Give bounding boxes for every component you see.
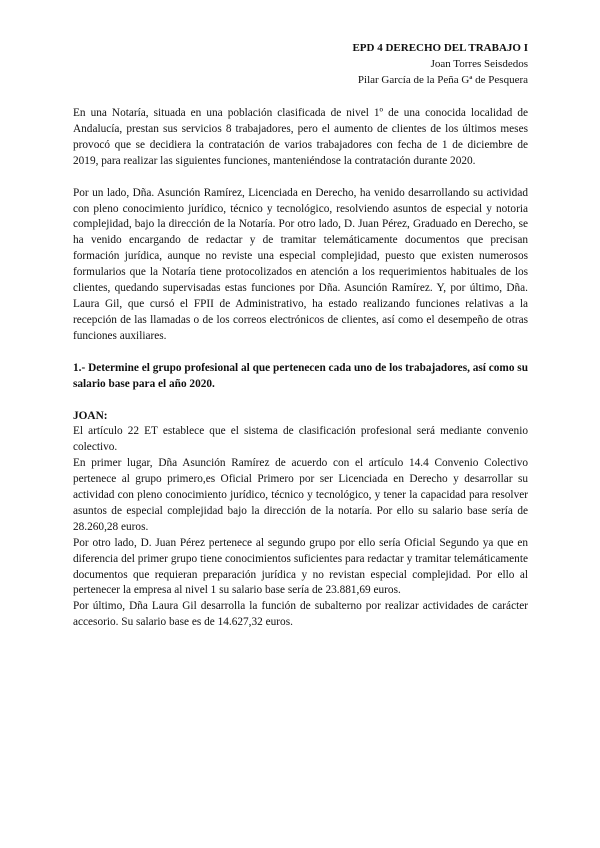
document-page bbox=[73, 40, 528, 631]
answer-author-label: JOAN: bbox=[73, 409, 108, 422]
answer-paragraph: El artículo 22 ET establece que el sistema de clasificación profesional será mediante convenio colectivo. bbox=[73, 425, 528, 454]
question-heading: 1.- Determine el grupo profesional al que pertenecen cada uno de los trabajadores, así como su salario base para el año 2020. bbox=[73, 361, 528, 390]
document-title: EPD 4 DERECHO DEL TRABAJO I bbox=[352, 42, 528, 54]
intro-paragraph: En una Notaría, situada en una población clasificada de nivel 1º de una conocida localidad de Andalucía, prestan sus servicios 8 trabajadores, pero el aumento de clientes de los últimos meses provocó que se decidiera la contratación de varios trabajadores con fecha de 1 de diciembre de 2019, para realizar las siguientes funciones, manteniéndose la contratación durante 2020. bbox=[73, 107, 528, 167]
answer-paragraph: Por último, Dña Laura Gil desarrolla la función de subalterno por realizar actividades de carácter accesorio. Su salario base es de 14.627,32 euros. bbox=[73, 600, 528, 629]
author-name-2: Pilar García de la Peña Gª de Pesquera bbox=[357, 74, 528, 86]
answer-paragraph: Por otro lado, D. Juan Pérez pertenece al segundo grupo por ello sería Oficial Segundo ya que en diferencia del primer grupo tiene conocimientos suficientes para redactar y tramitar telemáticamente documentos que requieran preparación jurídica y no revistan especial complejidad. Por ello al pertenecer la empresa al nivel 1 su salario base sería de 23.881,69 euros. bbox=[73, 536, 528, 597]
author-name-1: Joan Torres Seisdedos bbox=[430, 58, 528, 70]
answer-paragraph: En primer lugar, Dña Asunción Ramírez de acuerdo con el artículo 14.4 Convenio Colectivo pertenece al grupo primero,es Oficial Primero por ser Licenciada en Derecho y desarrollar su actividad con pleno conocimiento jurídico, técnico y tecnológico, y tener la capacidad para resolver asuntos de especial complejidad bajo la dirección de la notaría. Por ello su salario base sería de 28.260,28 euros. bbox=[73, 457, 528, 533]
workers-description-paragraph: Por un lado, Dña. Asunción Ramírez, Licenciada en Derecho, ha venido desarrollando su actividad con pleno conocimiento jurídico, técnico y tecnológico, resolviendo asuntos de especial y notoria complejidad, bajo la dirección de la Notaría. Por otro lado, D. Juan Pérez, Graduado en Derecho, se ha venido encargando de redactar y de tramitar telemáticamente documentos que precisan formación jurídica, aunque no reviste una especial complejidad, puesto que existen numerosos formularios que la Notaría tiene protocolizados en atención a los requerimientos habituales de los clientes, quedando supervisadas estas funciones por Dña. Asunción Ramírez. Y, por último, Dña. Laura Gil, que cursó el FPII de Administrativo, ha estado realizando funciones relativas a la recepción de las llamadas o de los correos electrónicos de clientes, así como el desempeño de otras funciones auxiliares. bbox=[73, 186, 528, 342]
document-header bbox=[73, 40, 528, 88]
